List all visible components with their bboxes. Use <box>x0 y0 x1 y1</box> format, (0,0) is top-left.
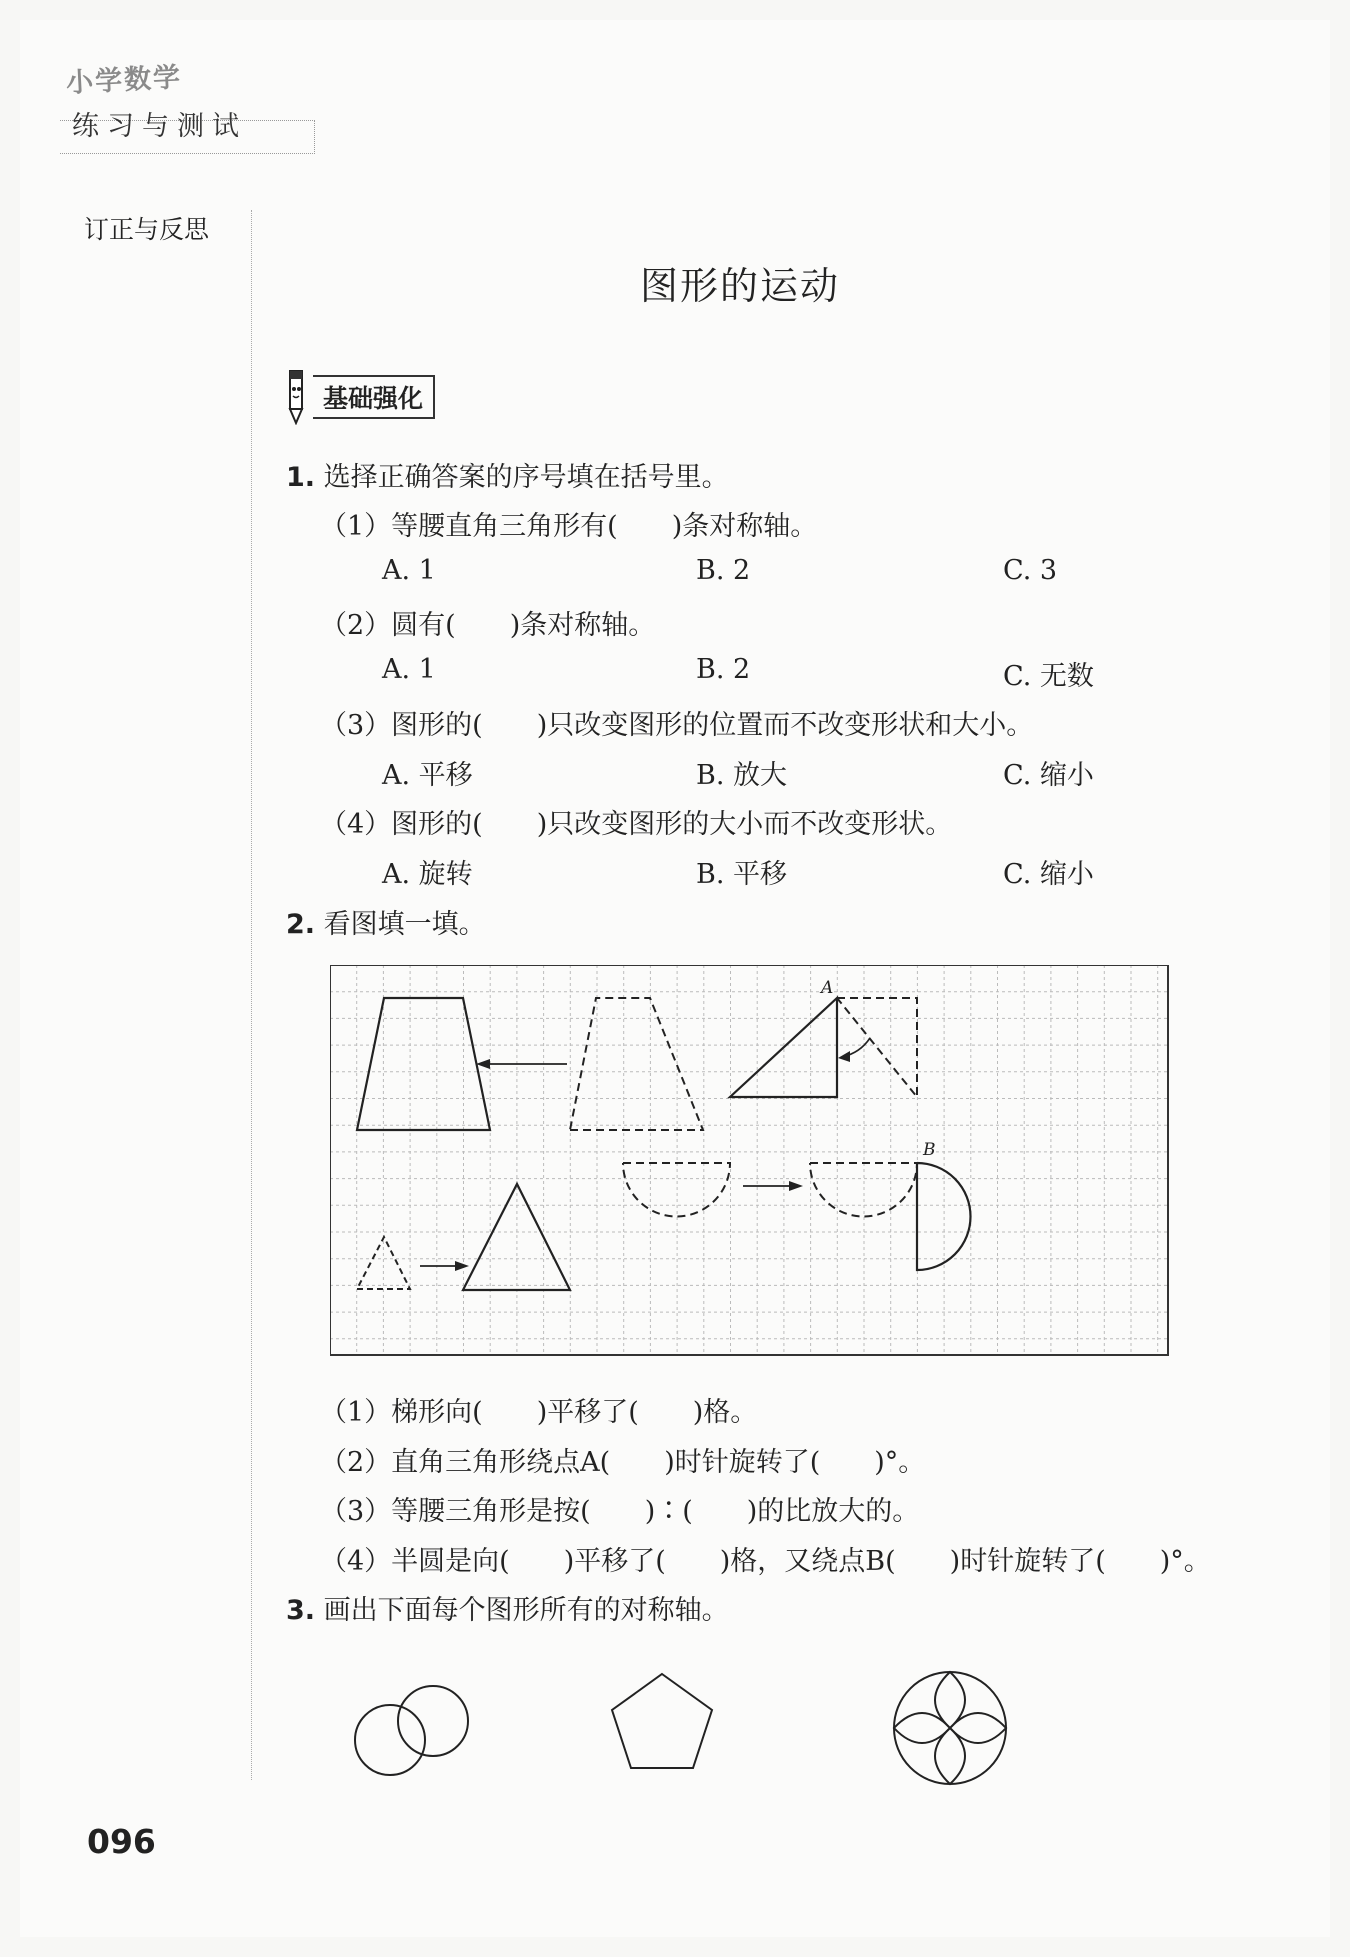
q1-stem-text: 选择正确答案的序号填在括号里。 <box>323 462 729 493</box>
page-title: 图形的运动 <box>640 264 841 308</box>
right-triangle-solid <box>730 998 837 1097</box>
arrowhead-right <box>789 1181 803 1191</box>
grid-lines <box>330 965 1168 1355</box>
circle-with-petals-shape <box>894 1672 1006 1784</box>
section-label: 基础强化 <box>313 375 435 419</box>
q2-item-1: （1）梯形向( )平移了( )格。 <box>320 1397 758 1428</box>
point-b-label: B <box>923 1140 936 1160</box>
q1-item-4-option-a: A. 旋转 <box>382 859 473 890</box>
q2-stem <box>286 902 486 941</box>
q1-item-4-option-b: B. 平移 <box>696 859 788 890</box>
q1-item-2-option-a: A. 1 <box>382 654 436 685</box>
page-number: 096 <box>87 1822 156 1861</box>
q2-item-2: （2）直角三角形绕点A( )时针旋转了( )°。 <box>320 1447 926 1478</box>
q1-item-4: （4）图形的( )只改变图形的大小而不改变形状。 <box>320 809 953 840</box>
q1-item-4-option-c: C. 缩小 <box>1003 859 1094 890</box>
brand-series-title: 小学数学 <box>65 61 183 100</box>
grid-border <box>330 965 1168 1355</box>
q1-item-1-option-a: A. 1 <box>382 555 436 586</box>
small-triangle-dashed <box>357 1237 410 1289</box>
q3-stem-text: 画出下面每个图形所有的对称轴。 <box>323 1595 729 1626</box>
sidebar-label: 订正与反思 <box>84 215 210 244</box>
q1-item-2-option-b: B. 2 <box>696 654 751 685</box>
pentagon-shape <box>612 1674 712 1768</box>
semicircle-dashed-left <box>623 1163 730 1217</box>
pencil-icon <box>285 369 307 425</box>
q1-item-2-option-c: C. 无数 <box>1003 661 1094 692</box>
point-a-label: A <box>821 978 834 998</box>
q1-item-1-option-b: B. 2 <box>696 555 751 586</box>
trapezoid-solid <box>357 998 490 1130</box>
rotation-arrowhead <box>838 1051 850 1062</box>
q1-item-2: （2）圆有( )条对称轴。 <box>320 610 656 641</box>
sidebar-divider <box>251 210 252 1780</box>
q1-item-1-option-c: C. 3 <box>1003 555 1058 586</box>
symmetry-shapes <box>340 1660 1040 1810</box>
right-triangle-rotated-dashed <box>837 998 917 1097</box>
q1-number: 1. <box>286 462 316 493</box>
q2-item-3: （3）等腰三角形是按( )∶( )的比放大的。 <box>320 1496 920 1527</box>
q2-number: 2. <box>286 909 316 940</box>
q2-stem-text: 看图填一填。 <box>323 909 486 940</box>
enlarge-arrowhead <box>455 1261 469 1271</box>
q1-item-3-option-a: A. 平移 <box>382 760 473 791</box>
brand-book-title: 练习与测试 <box>72 111 247 142</box>
two-circles-shape <box>355 1686 468 1775</box>
q1-item-3-option-b: B. 放大 <box>696 760 788 791</box>
q1-item-1: （1）等腰直角三角形有( )条对称轴。 <box>320 511 818 542</box>
q1-stem <box>286 455 729 494</box>
section-badge <box>285 372 435 422</box>
q3-stem <box>286 1588 729 1627</box>
q1-item-3-option-c: C. 缩小 <box>1003 760 1094 791</box>
transformation-grid-figure <box>330 965 1170 1357</box>
q2-item-4: （4）半圆是向( )平移了( )格，又绕点B( )时针旋转了( )°。 <box>320 1546 1211 1577</box>
q1-item-3: （3）图形的( )只改变图形的位置而不改变形状和大小。 <box>320 710 1034 741</box>
q3-number: 3. <box>286 1595 316 1626</box>
trapezoid-dashed <box>570 998 703 1130</box>
